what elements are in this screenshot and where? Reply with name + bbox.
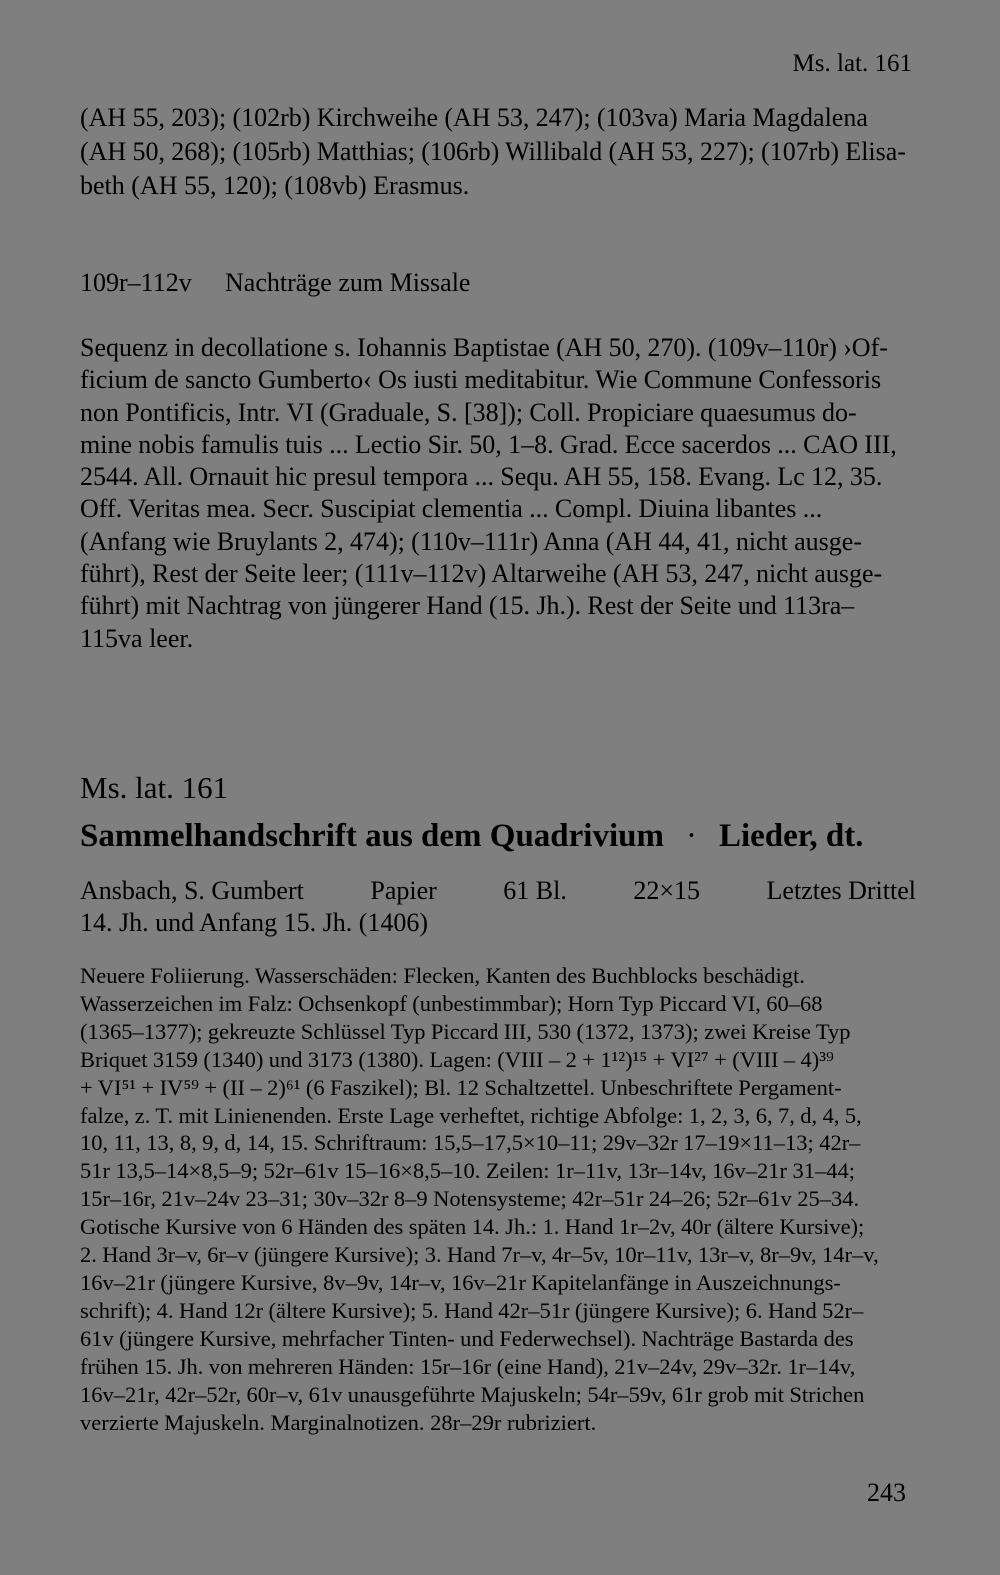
meta-origin: Ansbach, S. Gumbert (80, 876, 304, 905)
page-number: 243 (867, 1478, 906, 1507)
text-line: non Pontificis, Intr. VI (Graduale, S. [38]); Coll. Propiciare quaesumus do- (80, 397, 857, 427)
text-line: 115va leer. (80, 623, 194, 653)
text-line: führt) mit Nachtrag von jüngerer Hand (15. Jh.). Rest der Seite und 113ra– (80, 591, 855, 621)
text-line: Neuere Foliierung. Wasserschäden: Flecken, Kanten des Buchblocks beschädigt. (80, 963, 805, 988)
section-title: Nachträge zum Missale (225, 268, 471, 297)
meta-leaves: 61 Bl. (503, 876, 567, 905)
text-line: falze, z. T. mit Linienenden. Erste Lage verheftet, richtige Abfolge: 1, 2, 3, 6, 7, d, 4, 5, (80, 1102, 862, 1128)
meta-date-start: Letztes Drittel (766, 876, 916, 905)
manuscript-subtitle (80, 818, 864, 855)
subtitle-left: Sammelhandschrift aus dem Quadrivium (80, 818, 664, 854)
text-line: führt), Rest der Seite leer; (111v–112v) Altarweihe (AH 53, 247, nicht ausge- (80, 559, 883, 589)
text-line: Gotische Kursive von 6 Händen des späten 14. Jh.: 1. Hand 1r–2v, 40r (ältere Kursive); (80, 1214, 865, 1240)
text-line: Sequenz in decollatione s. Iohannis Baptistae (AH 50, 270). (109v–110r) ›Of- (80, 333, 888, 362)
text-line: verzierte Majuskeln. Marginalnotizen. 28r–29r rubriziert. (80, 1409, 597, 1435)
text-line: (AH 50, 268); (105rb) Matthias; (106rb) Willibald (AH 53, 227); (107rb) Elisa- (80, 137, 906, 166)
running-head: Ms. lat. 161 (792, 50, 912, 77)
section-folio-range: 109r–112v (80, 268, 192, 297)
manuscript-title: Ms. lat. 161 (80, 770, 229, 805)
text-line: 51r 13,5–14×8,5–9; 52r–61v 15–16×8,5–10. Zeilen: 1r–11v, 13r–14v, 16v–21r 31–44; (80, 1158, 855, 1184)
text-line: (AH 55, 203); (102rb) Kirchweihe (AH 53, 247); (103va) Maria Magdalena (80, 103, 868, 132)
text-line: + VI⁵¹ + IV⁵⁹ + (II – 2)⁶¹ (6 Faszikel); Bl. 12 Schaltzettel. Unbeschriftete Pergament- (80, 1074, 842, 1100)
text-line: (1365–1377); gekreuzte Schlüssel Typ Piccard III, 530 (1372, 1373); zwei Kreise Typ (80, 1018, 851, 1044)
text-line: mine nobis famulis tuis ... Lectio Sir. 50, 1–8. Grad. Ecce sacerdos ... CAO III, (80, 429, 897, 459)
text-line: 2. Hand 3r–v, 6r–v (jüngere Kursive); 3. Hand 7r–v, 4r–5v, 10r–11v, 13r–v, 8r–9v, 14r–v, (80, 1242, 879, 1268)
text-line: Briquet 3159 (1340) und 3173 (1380). Lagen: (VIII – 2 + 1¹²)¹⁵ + VI²⁷ + (VIII – 4)³⁹ (80, 1046, 834, 1072)
subtitle-separator: · (685, 818, 697, 854)
text-line: Wasserzeichen im Falz: Ochsenkopf (unbestimmbar); Horn Typ Piccard VI, 60–68 (80, 990, 823, 1016)
text-line: (Anfang wie Bruylants 2, 474); (110v–111r) Anna (AH 44, 41, nicht ausge- (80, 526, 862, 556)
meta-date-rest: 14. Jh. und Anfang 15. Jh. (1406) (80, 908, 429, 937)
text-line: beth (AH 55, 120); (108vb) Erasmus. (80, 171, 470, 200)
meta-material: Papier (370, 876, 437, 905)
text-line: 2544. All. Ornauit hic presul tempora ... Sequ. AH 55, 158. Evang. Lc 12, 35. (80, 462, 883, 492)
text-line: 16v–21r (jüngere Kursive, 8v–9v, 14r–v, 16v–21r Kapitelanfänge in Auszeichnungs- (80, 1269, 841, 1295)
text-line: 16v–21r, 42r–52r, 60r–v, 61v unausgeführte Majuskeln; 54r–59v, 61r grob mit Strichen (80, 1381, 865, 1407)
manuscript-metadata (80, 875, 916, 939)
text-line: 15r–16r, 21v–24v 23–31; 30v–32r 8–9 Notensysteme; 42r–51r 24–26; 52r–61v 25–34. (80, 1186, 860, 1212)
text-line: Off. Veritas mea. Secr. Suscipiat clementia ... Compl. Diuina libantes ... (80, 494, 823, 524)
entry-continuation-paragraph (80, 101, 918, 203)
text-line: ficium de sancto Gumberto‹ Os iusti meditabitur. Wie Commune Confessoris (80, 365, 882, 395)
meta-size: 22×15 (633, 876, 701, 905)
text-line: 10, 11, 13, 8, 9, d, 14, 15. Schriftraum: 15,5–17,5×10–11; 29v–32r 17–19×11–13; 42r– (80, 1130, 861, 1156)
text-line: 61v (jüngere Kursive, mehrfacher Tinten- und Federwechsel). Nachträge Bastarda des (80, 1325, 854, 1351)
section-description-paragraph (80, 332, 918, 655)
section-heading (80, 268, 470, 298)
text-line: frühen 15. Jh. von mehreren Händen: 15r–16r (eine Hand), 21v–24v, 29v–32r. 1r–14v, (80, 1353, 856, 1379)
text-line: schrift); 4. Hand 12r (ältere Kursive); 5. Hand 42r–51r (jüngere Kursive); 6. Hand 52r– (80, 1297, 864, 1323)
subtitle-right: Lieder, dt. (718, 818, 864, 854)
codicological-description-paragraph (80, 962, 918, 1436)
